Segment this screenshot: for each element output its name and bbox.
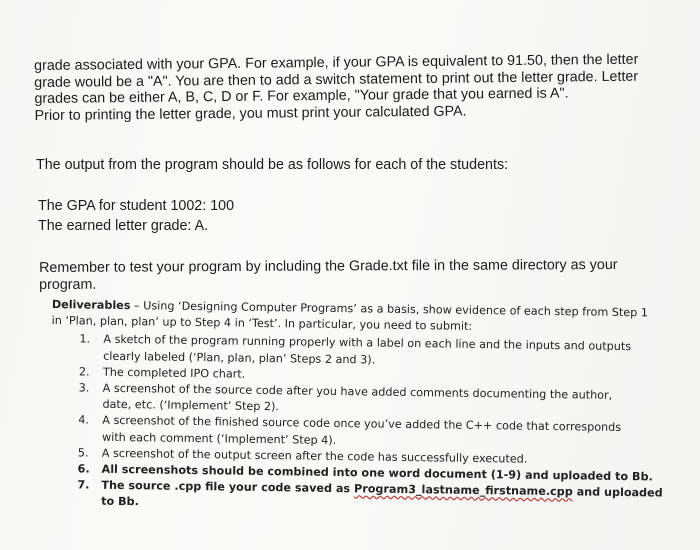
list-item-text: A sketch of the program running properly with a label on each line and the inputs and outputs bbox=[103, 333, 632, 354]
list-item-text: date, etc. (‘Implement’ Step 2). bbox=[102, 397, 280, 414]
paragraph-test-reminder bbox=[39, 257, 659, 294]
deliverables-intro-text: – Using ‘Designing Computer Programs’ as a basis, show evidence of each step from Step 1 bbox=[130, 299, 649, 320]
sample-output bbox=[38, 196, 234, 236]
list-number: 2. bbox=[78, 365, 90, 379]
file-name: Program3_lastname_firstname.cpp bbox=[353, 482, 573, 499]
text-line: Prior to printing the letter grade, you must print your calculated GPA. bbox=[34, 103, 467, 124]
list-number: 5. bbox=[77, 446, 89, 460]
text-line: grade associated with your GPA. For example, if your GPA is equivalent to 91.50, then the letter bbox=[34, 51, 639, 74]
list-number: 3. bbox=[78, 381, 90, 395]
deliverables-section bbox=[49, 297, 662, 518]
text-line: grades can be either A, B, C, D or F. For example, "Your grade that you earned is A". bbox=[34, 85, 569, 108]
list-item-text: The source .cpp file your code saved as bbox=[101, 478, 355, 496]
sample-output-grade: The earned letter grade: A. bbox=[38, 218, 209, 234]
list-number: 4. bbox=[78, 413, 90, 427]
list-item-text: clearly labeled (‘Plan, plan, plan’ Steps 2 and 3). bbox=[103, 349, 376, 367]
paragraph-output-intro: The output from the program should be as follows for each of the students: bbox=[36, 157, 509, 173]
deliverables-list bbox=[49, 331, 661, 518]
list-item-text: with each comment (‘Implement’ Step 4). bbox=[101, 430, 337, 447]
list-item-text: A screenshot of the source code after you have added comments documenting the author, bbox=[102, 381, 613, 402]
paragraph-grade-switch bbox=[34, 51, 675, 124]
list-number: 1. bbox=[79, 332, 91, 346]
list-item-text: and uploaded bbox=[572, 485, 663, 500]
list-item-text: to Bb. bbox=[101, 495, 139, 509]
deliverables-intro-text: in ‘Plan, plan, plan’ up to Step 4 in ‘Test’. In particular, you need to submit: bbox=[51, 314, 473, 334]
list-item-text: The completed IPO chart. bbox=[102, 365, 246, 381]
text-line: program. bbox=[39, 276, 97, 293]
list-item-text: A screenshot of the output screen after the code has successfully executed. bbox=[101, 446, 528, 466]
list-item-text: All screenshots should be combined into one word document (1-9) and uploaded to Bb. bbox=[101, 462, 653, 484]
list-number: 7. bbox=[77, 478, 90, 492]
text-line: grade would be a "A". You are then to add a switch statement to print out the letter grade. Letter bbox=[34, 68, 639, 91]
list-number: 6. bbox=[77, 462, 90, 476]
text-line: Remember to test your program by including the Grade.txt file in the same directory as your bbox=[39, 256, 618, 276]
deliverables-heading: Deliverables bbox=[51, 297, 131, 313]
list-item-text: A screenshot of the finished source code once you’ve added the C++ code that corresponds bbox=[102, 414, 622, 435]
sample-output-gpa: The GPA for student 1002: 100 bbox=[38, 198, 235, 214]
